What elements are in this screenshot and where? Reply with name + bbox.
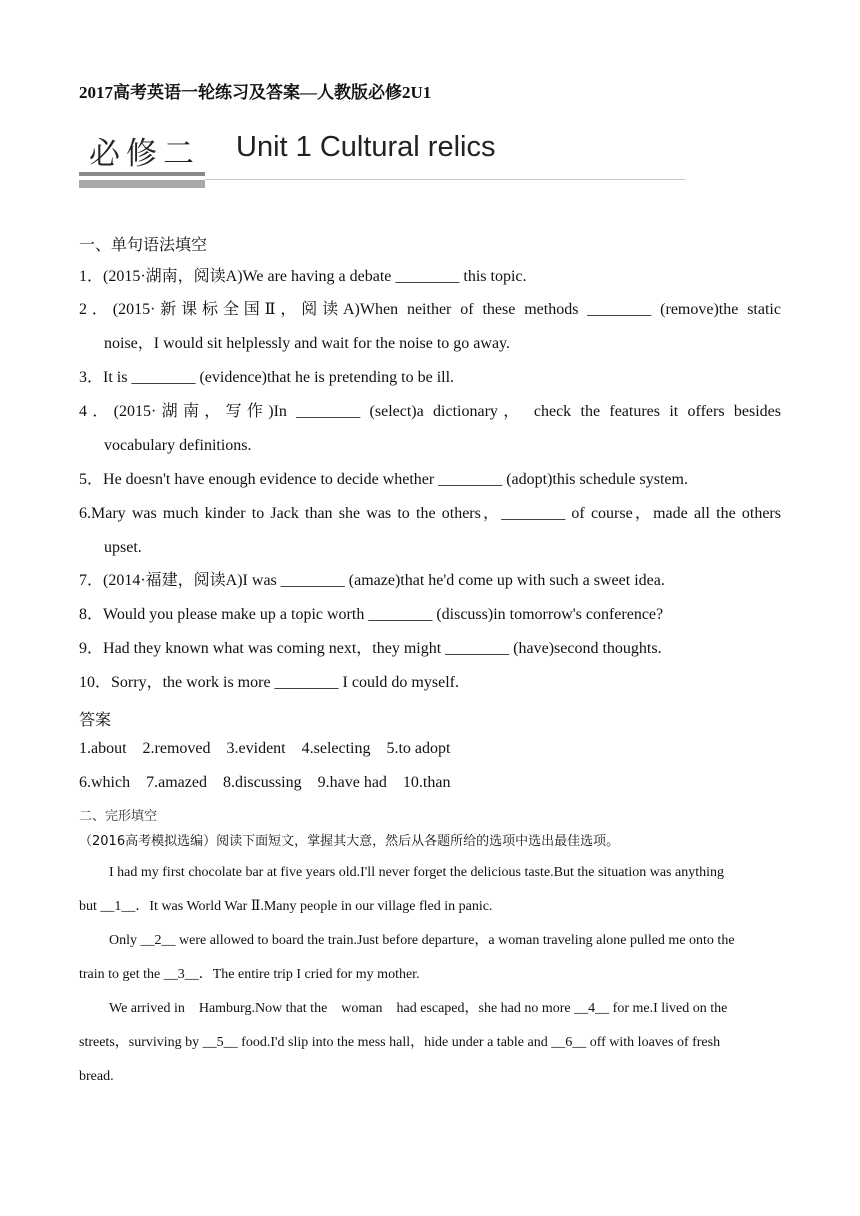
question-number: 8． bbox=[79, 606, 104, 623]
question-text: Mary was much kinder to Jack than she was to the others，________ of course，made all the others bbox=[91, 505, 781, 522]
question-text: Sorry，the work is more ________ I could do myself. bbox=[111, 674, 459, 691]
question-continuation: upset. bbox=[104, 539, 142, 556]
question-4 bbox=[79, 395, 781, 463]
paragraph-line: I had my first chocolate bar at five years old.I'll never forget the delicious taste.But the situation was anything bbox=[109, 865, 724, 880]
question-number: 1． bbox=[79, 268, 104, 285]
section1-heading: 一、单句语法填空 bbox=[79, 235, 208, 254]
question-8 bbox=[79, 598, 781, 632]
question-5 bbox=[79, 463, 781, 497]
question-3 bbox=[79, 361, 781, 395]
paragraph-line: bread. bbox=[79, 1069, 114, 1084]
question-number: 2． bbox=[79, 301, 113, 318]
answers-row-2: 6.which 7.amazed 8.discussing 9.have had 10.than bbox=[79, 774, 451, 791]
question-number: 5． bbox=[79, 471, 104, 488]
banner-divider bbox=[205, 179, 685, 180]
cloze-paragraph-3 bbox=[79, 992, 781, 1094]
question-number: 3． bbox=[79, 369, 104, 386]
question-text: (2015·新课标全国Ⅱ，阅读A)When neither of these methods ________ (remove)the static bbox=[112, 301, 781, 318]
paragraph-line: Only __2__ were allowed to board the train.Just before departure，a woman traveling alone pulled me onto the bbox=[109, 933, 735, 948]
question-text: Would you please make up a topic worth ________ (discuss)in tomorrow's conference? bbox=[103, 606, 664, 623]
banner-bar-bottom bbox=[79, 180, 205, 188]
cloze-paragraph-1 bbox=[79, 856, 781, 924]
banner-book-label: 必修二 bbox=[89, 136, 200, 172]
banner-bar-top bbox=[79, 172, 205, 176]
banner-unit-title: Unit 1 Cultural relics bbox=[236, 131, 496, 163]
question-number: 7． bbox=[79, 572, 104, 589]
cloze-paragraph-2 bbox=[79, 924, 781, 992]
question-number: 6. bbox=[79, 505, 91, 522]
question-9 bbox=[79, 632, 781, 666]
paragraph-line: We arrived in Hamburg.Now that the woman had escaped，she had no more __4__ for me.I lived on the bbox=[109, 1001, 728, 1016]
answers-row-1: 1.about 2.removed 3.evident 4.selecting 5.to adopt bbox=[79, 740, 451, 757]
document-title: 2017高考英语一轮练习及答案—人教版必修2U1 bbox=[79, 83, 432, 102]
paragraph-line: streets，surviving by __5__ food.I'd slip into the mess hall，hide under a table and __6__ off with loaves of fresh bbox=[79, 1035, 721, 1050]
section2-heading: 二、完形填空 bbox=[79, 809, 158, 824]
question-2 bbox=[79, 293, 781, 361]
paragraph-line: but __1__．It was World War Ⅱ.Many people in our village fled in panic. bbox=[79, 899, 493, 914]
unit-banner bbox=[79, 128, 689, 192]
question-text: (2015·湖南，写作)In ________ (select)a dictionary， check the features it offers besides bbox=[113, 403, 781, 420]
paragraph-line: train to get the __3__．The entire trip I cried for my mother. bbox=[79, 967, 420, 982]
question-continuation: noise，I would sit helplessly and wait for the noise to go away. bbox=[104, 335, 511, 352]
question-text: Had they known what was coming next，they might ________ (have)second thoughts. bbox=[103, 640, 662, 657]
question-7 bbox=[79, 564, 781, 598]
answers-heading: 答案 bbox=[79, 710, 112, 729]
question-6 bbox=[79, 497, 781, 565]
question-text: (2015·湖南，阅读A)We are having a debate ________ this topic. bbox=[103, 268, 527, 285]
question-1 bbox=[79, 260, 781, 294]
question-text: He doesn't have enough evidence to decide whether ________ (adopt)this schedule system. bbox=[103, 471, 688, 488]
question-number: 10． bbox=[79, 674, 112, 691]
question-number: 4． bbox=[79, 403, 114, 420]
question-number: 9． bbox=[79, 640, 104, 657]
question-10 bbox=[79, 666, 781, 700]
cloze-instructions: （2016高考模拟选编）阅读下面短文，掌握其大意，然后从各题所给的选项中选出最佳选项。 bbox=[79, 834, 620, 849]
question-continuation: vocabulary definitions. bbox=[104, 437, 252, 454]
question-text: It is ________ (evidence)that he is pretending to be ill. bbox=[103, 369, 455, 386]
question-text: (2014·福建，阅读A)I was ________ (amaze)that he'd come up with such a sweet idea. bbox=[103, 572, 665, 589]
